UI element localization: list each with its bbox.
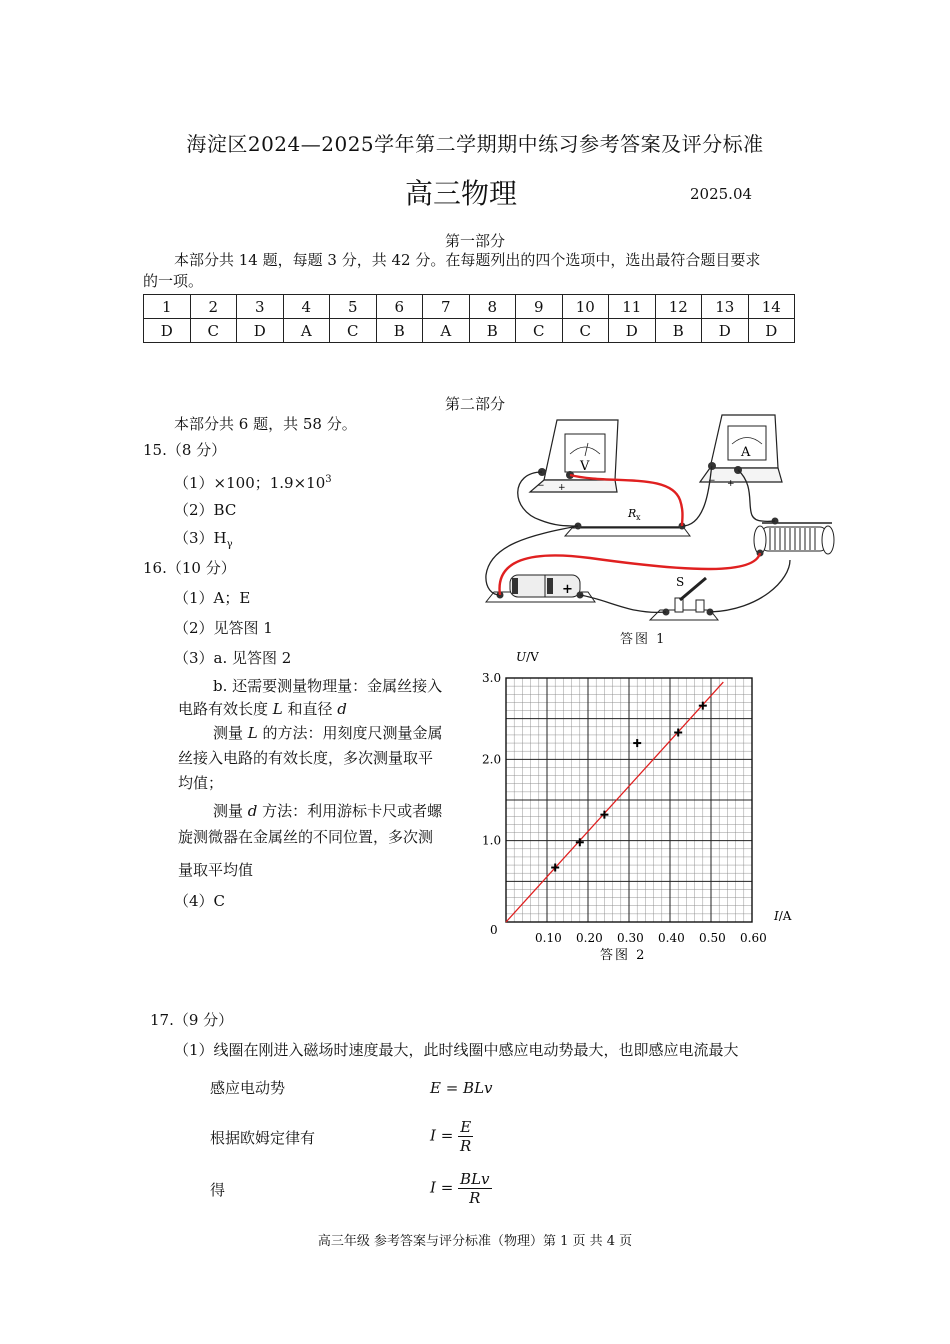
- q15-answer-2: （2）BC: [174, 501, 237, 519]
- x-axis-label: I/A: [774, 909, 792, 923]
- answer-cell: B: [376, 319, 423, 343]
- question-number: 14: [748, 295, 795, 319]
- q16-answer-3a: （3）a. 见答图 2: [174, 649, 292, 667]
- exam-date: 2025.04: [690, 185, 753, 203]
- emf-equation: E = BLv: [430, 1079, 493, 1097]
- x-tick-label: 0.20: [576, 931, 603, 945]
- answer-cell: C: [562, 319, 609, 343]
- ammeter-label: A: [741, 445, 751, 460]
- figure1-caption: 答图 1: [620, 632, 667, 647]
- question-number: 6: [376, 295, 423, 319]
- part2-intro: 本部分共 6 题，共 58 分。: [174, 415, 357, 433]
- resistor-rx: [565, 507, 690, 536]
- question-number: 2: [190, 295, 237, 319]
- ohm-fraction: $\frac{E}{R}$: [460, 1118, 472, 1155]
- part1-intro-line2: 的一项。: [143, 272, 204, 290]
- svg-text:+: +: [727, 479, 735, 489]
- measure-L-line2: 丝接入电路的有效长度，多次测量取平: [178, 749, 434, 767]
- ui-chart: [470, 640, 810, 965]
- resistor-label: R: [628, 507, 637, 520]
- x-tick-label: 0.10: [535, 931, 562, 945]
- question-number: 12: [655, 295, 702, 319]
- q16-title: 16.（10 分）: [143, 559, 236, 577]
- question-number: 11: [609, 295, 656, 319]
- answer-table-question-row: [144, 295, 795, 319]
- answer-cell: C: [190, 319, 237, 343]
- question-number: 10: [562, 295, 609, 319]
- question-number: 4: [283, 295, 330, 319]
- result-label: 得: [210, 1181, 226, 1199]
- q16-answer-4: （4）C: [174, 892, 226, 910]
- measure-L-line3: 均值；: [178, 774, 224, 792]
- measure-d-line1: 测量 d 方法：利用游标卡尺或者螺: [213, 802, 443, 820]
- x-tick-label: 0.60: [740, 931, 767, 945]
- result-equation: I = $\frac{\text{BLv}}{R}$: [430, 1170, 490, 1207]
- svg-text:+: +: [558, 483, 566, 493]
- y-tick-labels: [482, 671, 501, 848]
- q17-step1: （1）线圈在刚进入磁场时速度最大，此时线圈中感应电动势最大，也即感应电流最大: [174, 1041, 739, 1059]
- answer-cell: D: [237, 319, 284, 343]
- x-tick-label: 0.50: [699, 931, 726, 945]
- battery: [486, 575, 595, 602]
- part1-intro-line1: 本部分共 14 题，每题 3 分，共 42 分。在每题列出的四个选项中，选出最符合题目要求: [174, 251, 761, 269]
- x-tick-labels: [535, 931, 767, 945]
- subject-title: 高三物理: [405, 177, 518, 210]
- q16-answer-3b-line1: b. 还需要测量物理量：金属丝接入: [213, 677, 443, 695]
- result-fraction: $\frac{\text{BLv}}{R}$: [460, 1170, 490, 1207]
- answer-cell: B: [655, 319, 702, 343]
- question-number: 3: [237, 295, 284, 319]
- answer-cell: D: [144, 319, 191, 343]
- data-point: [600, 811, 608, 819]
- y-axis-label: U/V: [516, 650, 539, 664]
- answer-cell: C: [516, 319, 563, 343]
- voltmeter-label: V: [580, 459, 590, 474]
- svg-text:−: −: [708, 476, 716, 486]
- q15-title: 15.（8 分）: [143, 441, 227, 459]
- answer-cell: C: [330, 319, 377, 343]
- y-tick-label: 3.0: [482, 671, 502, 685]
- measure-d-line3: 量取平均值: [178, 861, 254, 879]
- q16-answer-2: （2）见答图 1: [174, 619, 273, 637]
- q15-answer-3: $(3)H_\gamma$: [174, 529, 233, 550]
- q15-answer-1: （1）×100；$1.9\times 10^3$: [174, 474, 332, 492]
- answer-cell: D: [609, 319, 656, 343]
- question-number: 7: [423, 295, 470, 319]
- chart-grid-major: [506, 678, 752, 922]
- q16-answer-1: （1）A；E: [174, 589, 251, 607]
- question-number: 9: [516, 295, 563, 319]
- y-tick-label: 2.0: [482, 752, 502, 767]
- switch-label: S: [676, 575, 685, 589]
- answer-table-answer-row: [144, 319, 795, 343]
- answer-cell: B: [469, 319, 516, 343]
- emf-label: 感应电动势: [210, 1079, 286, 1097]
- voltmeter: [530, 420, 618, 493]
- data-point: [576, 838, 584, 846]
- x-tick-label: 0.30: [617, 931, 644, 945]
- q17-title: 17.（9 分）: [150, 1011, 234, 1029]
- ohm-equation: I = $\frac{E}{R}$: [430, 1118, 472, 1155]
- ammeter: [700, 415, 782, 489]
- ohm-label: 根据欧姆定律有: [210, 1129, 316, 1147]
- answer-cell: A: [423, 319, 470, 343]
- answer-cell: A: [283, 319, 330, 343]
- question-number: 13: [702, 295, 749, 319]
- figure2-caption: 答图 2: [600, 948, 647, 963]
- part1-heading: 第一部分: [444, 232, 505, 250]
- question-number: 1: [144, 295, 191, 319]
- switch-s: [650, 575, 718, 620]
- measure-L-line1: 测量 L 的方法：用刻度尺测量金属: [213, 724, 443, 742]
- question-number: 5: [330, 295, 377, 319]
- q16-answer-3b-line2: 电路有效长度 L 和直径 d: [178, 700, 347, 718]
- x-tick-label: 0.40: [658, 931, 685, 945]
- answer-table: [143, 294, 795, 343]
- question-number: 8: [469, 295, 516, 319]
- data-point: [633, 739, 641, 747]
- answer-cell: D: [748, 319, 795, 343]
- circuit-figure: [470, 410, 850, 650]
- y-tick-label: 1.0: [482, 833, 502, 848]
- svg-text:−: −: [537, 481, 545, 491]
- measure-d-line2: 旋测微器在金属丝的不同位置，多次测: [178, 828, 434, 846]
- rheostat: [754, 518, 834, 557]
- page-footer: 高三年级 参考答案与评分标准（物理）第 1 页 共 4 页: [317, 1234, 633, 1249]
- svg-text:+: +: [562, 582, 573, 597]
- document-title: 海淀区2024—2025学年第二学期期中练习参考答案及评分标准: [186, 132, 764, 156]
- origin-label: 0: [490, 923, 498, 937]
- svg-text:x: x: [636, 513, 641, 522]
- answer-cell: D: [702, 319, 749, 343]
- part2-heading: 第二部分: [444, 395, 505, 413]
